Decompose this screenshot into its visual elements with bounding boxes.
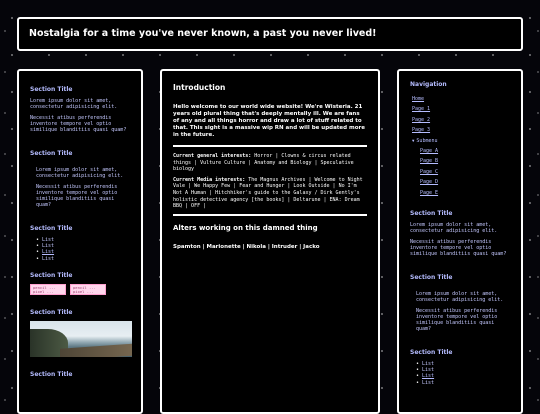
- nav-link-page-1[interactable]: Page 1: [412, 106, 431, 113]
- right-sidebar: [397, 69, 523, 414]
- site-title: Nostalgia for a time you've never known, a past you never lived!: [29, 28, 377, 39]
- shore-shape: [60, 343, 132, 357]
- intro-title: Introduction: [173, 83, 226, 92]
- coastline-photo: [30, 321, 132, 357]
- right-section-title-3: Section Title: [410, 349, 453, 357]
- right-section-title-1: Section Title: [410, 210, 453, 218]
- divider: [173, 145, 367, 147]
- left-section-2-text-1: Lorem ipsum dolor sit amet, consectetur adipisicing elit.: [36, 167, 124, 179]
- list-item: • List: [36, 243, 141, 249]
- nav-link-home[interactable]: Home: [412, 96, 425, 102]
- general-interests: [173, 153, 367, 173]
- left-sidebar: [17, 69, 143, 414]
- left-section-title-5: Section Title: [30, 308, 73, 316]
- general-interests-text: Horror | Clowns & circus related things | Vulture Culture | Anatomy and Biology | Speculative biology: [173, 153, 354, 173]
- left-section-1-text-1: Lorem ipsum dolor sit amet, consectetur adipisicing elit.: [30, 98, 118, 110]
- alters-list: Spamton | Marionette | Nikola | Intruder | Jacko: [173, 243, 320, 250]
- pixel-badge[interactable]: pencil ... pixel ...: [30, 284, 66, 295]
- media-interests-label: Current Media interests:: [173, 176, 246, 183]
- left-section-1-text-2: Necessit atibus perferendis inventore tempore vel optio similique blanditiis quasi quam?: [30, 115, 127, 133]
- left-list: [30, 237, 141, 262]
- left-section-title-6: Section Title: [30, 370, 73, 378]
- list-item: • List: [416, 361, 521, 367]
- nav-link-page-b[interactable]: Page B: [420, 158, 439, 165]
- badge-row: [30, 284, 141, 295]
- nav-link-page-c[interactable]: Page C: [420, 168, 439, 175]
- media-interests-text: The Magnus Archives | Welcome to Night Vale | We Happy Few | Fear and Hunger | Look Outside | No I'm Not A Human | Hitchhiker's guide to the Galaxy / Dirk Gently's holistic detective agency [the books] | Deltarune | ENA: Dream BBQ | OFF |: [173, 176, 363, 210]
- list-link[interactable]: List: [422, 373, 435, 380]
- right-section-title-2: Section Title: [410, 274, 453, 282]
- right-section-2-text-1: Lorem ipsum dolor sit amet, consectetur adipisicing elit.: [416, 291, 504, 304]
- list-item: • List: [36, 237, 141, 243]
- main-content: [160, 69, 380, 414]
- navigation-title: Navigation: [410, 81, 447, 88]
- nav-link-page-d[interactable]: Page D: [420, 179, 439, 186]
- left-section-title-4: Section Title: [30, 271, 73, 279]
- chevron-down-icon: ▼: [412, 137, 415, 143]
- left-section-2-text-2: Necessit atibus perferendis inventore tempore vel optio similique blanditiis quasi quam?: [36, 184, 118, 208]
- alters-title: Alters working on this damned thing: [173, 223, 318, 232]
- list-item: • List: [416, 367, 521, 373]
- nav-link-page-3[interactable]: Page 3: [412, 127, 431, 134]
- right-section-1-text-2: Necessit atibus perferendis inventore tempore vel optio similique blanditiis quasi quam?: [410, 239, 507, 258]
- nav-link-page-a[interactable]: Page A: [420, 148, 439, 155]
- submenu-label: Submenu: [416, 137, 438, 144]
- right-section-1-text-1: Lorem ipsum dolor sit amet, consectetur adipisicing elit.: [410, 222, 498, 235]
- left-section-title-3: Section Title: [30, 225, 73, 232]
- list-link[interactable]: List: [42, 249, 55, 256]
- left-section-title-2: Section Title: [30, 150, 73, 157]
- left-section-title-1: Section Title: [30, 86, 73, 93]
- pixel-badge[interactable]: pencil ... pixel ...: [70, 284, 106, 295]
- media-interests: [173, 177, 367, 210]
- nav-link-page-e[interactable]: Page E: [420, 189, 439, 196]
- divider: [173, 214, 367, 216]
- right-list: [410, 361, 521, 386]
- list-item: • List: [36, 256, 141, 262]
- intro-text: Hello welcome to our world wide website! We're Wisteria. 21 years old plural thing that's deeply mentally ill. We are fans of any and all things horror and draw a lot of stuff related to that. This sight is a massive wip RN and will be updated more in the future.: [173, 104, 365, 138]
- navigation-menu: [410, 94, 521, 198]
- site-header: [17, 17, 523, 51]
- general-interests-label: Current general interests:: [173, 153, 252, 159]
- nav-submenu-toggle[interactable]: [412, 136, 521, 146]
- list-item: • List: [416, 380, 521, 386]
- nav-link-page-2[interactable]: Page 2: [412, 116, 431, 123]
- right-section-2-text-2: Necessit atibus perferendis inventore tempore vel optio similique blanditiis quasi quam?: [416, 308, 498, 333]
